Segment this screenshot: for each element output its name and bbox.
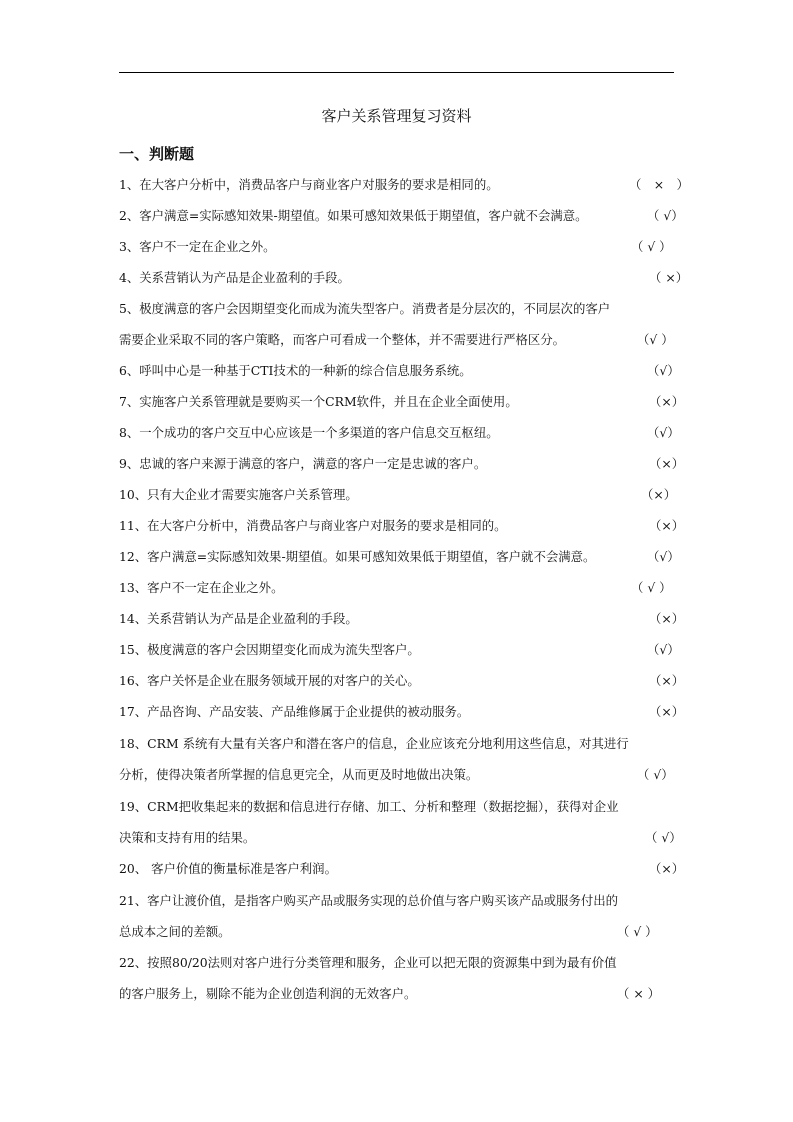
answer-mark: （√） xyxy=(647,549,680,564)
question-text: 9、忠诚的客户来源于满意的客户，满意的客户一定是忠诚的客户。 xyxy=(119,456,487,471)
question-line xyxy=(119,952,719,974)
question-line xyxy=(119,391,719,413)
question-line xyxy=(119,608,719,630)
question-text: 分析，使得决策者所掌握的信息更完全，从而更及时地做出决策。 xyxy=(119,767,479,782)
question-text: 6、呼叫中心是一种基于CTI技术的一种新的综合信息服务系统。 xyxy=(119,363,472,378)
question-line xyxy=(119,639,719,661)
answer-mark: （×） xyxy=(641,487,677,502)
answer-mark: （√ ） xyxy=(637,332,674,347)
question-text: 10、只有大企业才需要实施客户关系管理。 xyxy=(119,487,358,502)
question-line xyxy=(119,983,719,1005)
question-text: 决策和支持有用的结果。 xyxy=(119,830,256,845)
question-text: 1、在大客户分析中，消费品客户与商业客户对服务的要求是相同的。 xyxy=(119,177,499,192)
question-line xyxy=(119,921,719,943)
header-rule xyxy=(119,72,674,73)
question-text: 17、产品咨询、产品安装、产品维修属于企业提供的被动服务。 xyxy=(119,704,470,719)
answer-mark: （ √） xyxy=(647,208,684,223)
question-line xyxy=(119,827,719,849)
answer-mark: （×） xyxy=(649,611,685,626)
answer-mark: （×） xyxy=(649,704,685,719)
question-text: 2、客户满意=实际感知效果-期望值。如果可感知效果低于期望值，客户就不会满意。 xyxy=(119,208,588,223)
question-line xyxy=(119,577,719,599)
answer-mark: （ √） xyxy=(637,767,674,782)
question-line xyxy=(119,329,719,351)
question-text: 22、按照80/20法则对客户进行分类管理和服务，企业可以把无限的资源集中到为最有价值 xyxy=(119,955,617,970)
question-text: 3、客户不一定在企业之外。 xyxy=(119,239,276,254)
answer-mark: （ √） xyxy=(645,830,682,845)
question-line xyxy=(119,546,719,568)
answer-mark: （ × ） xyxy=(629,177,689,192)
question-text: 13、客户不一定在企业之外。 xyxy=(119,580,284,595)
document-title: 客户关系管理复习资料 xyxy=(321,107,472,125)
question-text: 18、CRM 系统有大量有关客户和潜在客户的信息，企业应该充分地利用这些信息，对其进行 xyxy=(119,736,629,751)
answer-mark: （×） xyxy=(649,861,685,876)
question-line xyxy=(119,174,719,196)
question-line xyxy=(119,422,719,444)
answer-mark: （ √ ） xyxy=(631,580,672,595)
question-text: 21、客户让渡价值，是指客户购买产品或服务实现的总价值与客户购买该产品或服务付出的 xyxy=(119,893,619,908)
question-line xyxy=(119,360,719,382)
question-text: 19、CRM把收集起来的数据和信息进行存储、加工、分析和整理（数据挖掘），获得对企业 xyxy=(119,799,619,814)
question-line xyxy=(119,701,719,723)
question-line xyxy=(119,890,719,912)
question-text: 16、客户关怀是企业在服务领域开展的对客户的关心。 xyxy=(119,673,420,688)
question-line xyxy=(119,484,719,506)
question-line xyxy=(119,453,719,475)
answer-mark: （ √ ） xyxy=(631,239,672,254)
answer-mark: （√） xyxy=(647,642,680,657)
answer-mark: （×） xyxy=(649,456,685,471)
question-line xyxy=(119,515,719,537)
question-text: 20、 客户价值的衡量标准是客户利润。 xyxy=(119,861,337,876)
answer-mark: （√） xyxy=(647,363,680,378)
answer-mark: （ √ ） xyxy=(617,924,658,939)
question-line xyxy=(119,858,719,880)
question-text: 12、客户满意=实际感知效果-期望值。如果可感知效果低于期望值，客户就不会满意。 xyxy=(119,549,596,564)
question-text: 15、极度满意的客户会因期望变化而成为流失型客户。 xyxy=(119,642,420,657)
answer-mark: （√） xyxy=(647,425,680,440)
answer-mark: （ ×） xyxy=(649,270,689,285)
question-text: 的客户服务上，剔除不能为企业创造利润的无效客户。 xyxy=(119,986,417,1001)
section-heading: 一、判断题 xyxy=(119,145,195,163)
question-text: 5、极度满意的客户会因期望变化而成为流失型客户。消费者是分层次的，不同层次的客户 xyxy=(119,301,611,316)
question-text: 总成本之间的差额。 xyxy=(119,924,231,939)
question-line xyxy=(119,670,719,692)
question-text: 11、在大客户分析中，消费品客户与商业客户对服务的要求是相同的。 xyxy=(119,518,507,533)
question-line xyxy=(119,796,719,818)
question-text: 7、实施客户关系管理就是要购买一个CRM软件，并且在企业全面使用。 xyxy=(119,394,518,409)
answer-mark: （×） xyxy=(649,394,685,409)
answer-mark: （×） xyxy=(649,518,685,533)
question-line xyxy=(119,267,719,289)
question-line xyxy=(119,764,719,786)
question-line xyxy=(119,733,719,755)
answer-mark: （×） xyxy=(649,673,685,688)
question-text: 8、一个成功的客户交互中心应该是一个多渠道的客户信息交互枢纽。 xyxy=(119,425,499,440)
answer-mark: （ × ） xyxy=(617,986,661,1001)
question-line xyxy=(119,298,719,320)
question-text: 4、关系营销认为产品是企业盈利的手段。 xyxy=(119,270,350,285)
question-line xyxy=(119,205,719,227)
question-line xyxy=(119,236,719,258)
question-text: 14、关系营销认为产品是企业盈利的手段。 xyxy=(119,611,358,626)
question-text: 需要企业采取不同的客户策略，而客户可看成一个整体，并不需要进行严格区分。 xyxy=(119,332,566,347)
